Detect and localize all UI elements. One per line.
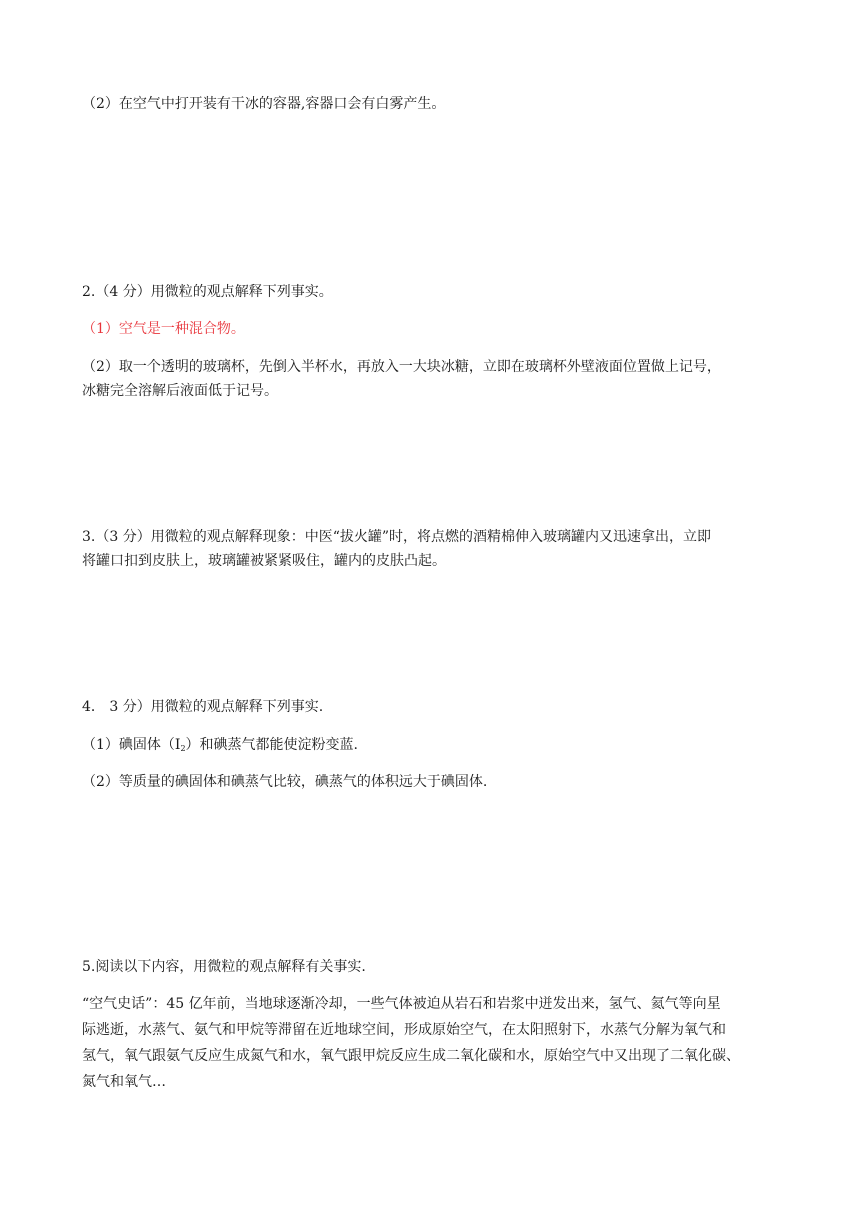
q5-stem: 5.阅读以下内容，用微粒的观点解释有关事实.: [82, 959, 366, 975]
iodine-subscript: 2: [180, 744, 186, 753]
q3-stem-line2: 将罐口扣到皮肤上，玻璃罐被紧紧吸住，罐内的皮肤凸起。: [82, 553, 446, 569]
q4-part2: （2）等质量的碘固体和碘蒸气比较，碘蒸气的体积远大于碘固体.: [82, 774, 488, 790]
q4-part1-pre: （1）碘固体（I: [82, 737, 181, 753]
q5-passage-line4: 氮气和氧气…: [82, 1074, 166, 1090]
q5-passage-line1: “空气史话”：45 亿年前，当地球逐渐冷却，一些气体被迫从岩石和岩浆中迸发出来，氢气、氦气等向星: [82, 996, 721, 1012]
q2-part1: （1）空气是一种混合物。: [82, 321, 245, 337]
q4-stem: 4． 3 分）用微粒的观点解释下列事实.: [82, 699, 324, 715]
q1-part2: （2）在空气中打开装有干冰的容器,容器口会有白雾产生。: [82, 96, 446, 112]
q3-stem-line1: 3.（3 分）用微粒的观点解释现象：中医“拔火罐”时，将点燃的酒精棉伸入玻璃罐内又迅速拿出，立即: [82, 529, 712, 545]
q5-passage-line3: 氢气，氧气跟氨气反应生成氮气和水，氧气跟甲烷反应生成二氧化碳和水，原始空气中又出现了二氧化碳、: [82, 1048, 740, 1064]
q2-part2-line1: （2）取一个透明的玻璃杯，先倒入半杯水，再放入一大块冰糖，立即在玻璃杯外壁液面位置做上记号，: [82, 359, 721, 375]
q2-part2-line2: 冰糖完全溶解后液面低于记号。: [82, 383, 278, 399]
q4-part1: [82, 733, 782, 761]
q5-passage-line2: 际逃逝，水蒸气、氨气和甲烷等滞留在近地球空间，形成原始空气，在太阳照射下，水蒸气分解为氧气和: [82, 1022, 726, 1038]
q4-part1-post: ）和碘蒸气都能使淀粉变蓝.: [185, 737, 358, 753]
q2-stem: 2.（4 分）用微粒的观点解释下列事实。: [82, 284, 333, 300]
